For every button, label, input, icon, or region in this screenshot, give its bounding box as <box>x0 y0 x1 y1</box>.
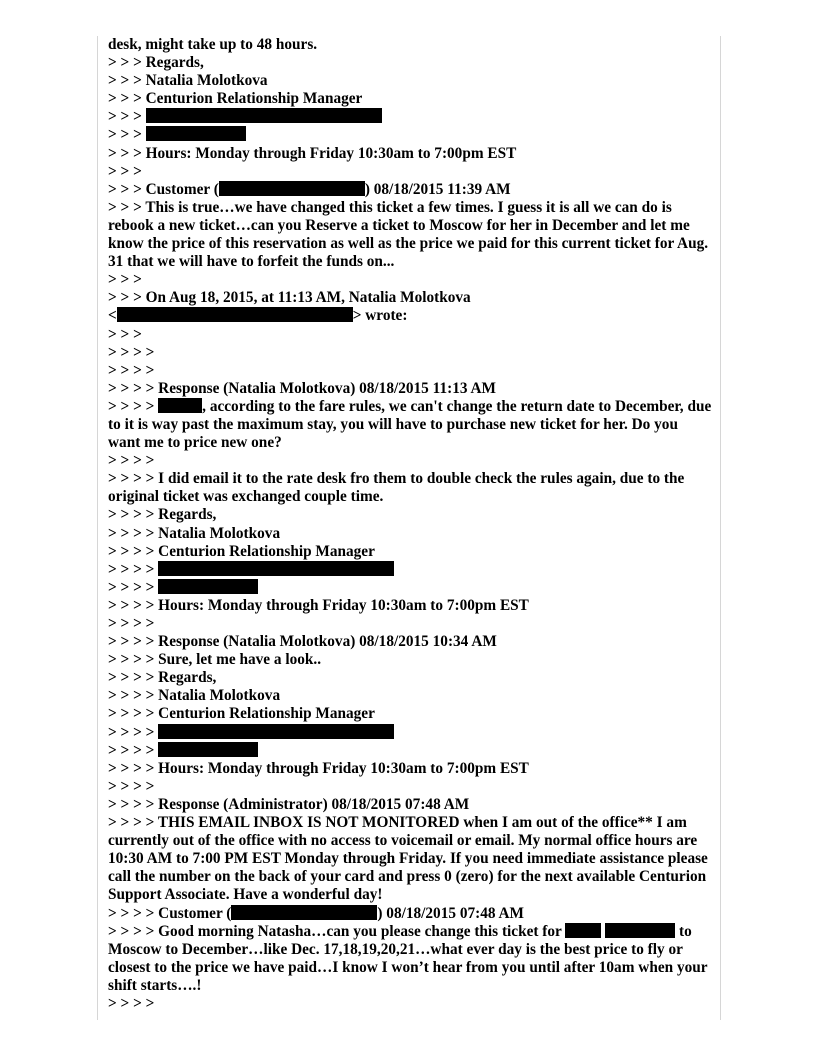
message-paragraph <box>108 923 712 995</box>
text-line: > > > > Hours: Monday through Friday 10:30am to 7:00pm EST <box>108 596 529 614</box>
text-line: > > > <box>108 325 146 343</box>
text-span: < <box>108 307 117 325</box>
response-header: > > > > Response (Natalia Molotkova) 08/18/2015 10:34 AM <box>108 633 497 651</box>
text-line: > > > <box>108 271 146 289</box>
text-line: > > > > Centurion Relationship Manager <box>108 705 375 723</box>
response-header: > > > > Response (Natalia Molotkova) 08/18/2015 11:13 AM <box>108 379 496 397</box>
quote-prefix: > > > <box>108 108 146 126</box>
text-line: > > > > <box>108 343 159 361</box>
redaction-bar <box>158 742 258 757</box>
text-line: > > > Regards, <box>108 54 204 72</box>
text-line: > > > > Sure, let me have a look.. <box>108 651 322 669</box>
text-line: > > > > <box>108 615 159 632</box>
text-line: > > > <box>108 162 146 180</box>
text-line: > > > > Natalia Molotkova <box>108 524 281 542</box>
text-line: > > > Centurion Relationship Manager <box>108 90 363 108</box>
text-span: > wrote: <box>352 307 408 325</box>
redaction-bar <box>219 181 365 196</box>
quote-prefix: > > > > <box>108 560 159 578</box>
quote-prefix: > > > > <box>108 578 159 596</box>
text-span: > > > > Customer ( <box>108 904 232 922</box>
text-line <box>108 561 712 579</box>
message-paragraph: > > > > THIS EMAIL INBOX IS NOT MONITORED when I am out of the office** I am currently out of the office with no access to voicemail or email. My normal office hours are 10:30 AM to 7:00 PM EST Monday through Friday. If you need immediate assistance please call the number on the back of your card and press 0 (zero) for the next available Centurion Support Associate. Have a wonderful day! <box>108 814 708 904</box>
text-line: > > > > Hours: Monday through Friday 10:30am to 7:00pm EST <box>108 759 529 777</box>
email-thread <box>108 36 712 1013</box>
text-line: > > > > Centurion Relationship Manager <box>108 542 375 560</box>
redaction-bar <box>158 579 258 594</box>
redaction-bar <box>158 398 202 413</box>
message-paragraph: > > > This is true…we have changed this ticket a few times. I guess it is all we can do is rebook a new ticket…can you Reserve a ticket to Moscow for her in December and let me know the price of this reservation as well as the price we paid for this current ticket for Aug. 31 that we will have to forfeit the funds on... <box>108 198 709 271</box>
text-span: , according to the fare rules, we can't change the return date to December, due to it is way past the maximum stay, you will have to purchase new ticket for her. Do you want me to price new one? <box>108 397 712 452</box>
text-line <box>108 724 712 742</box>
text-span: > > > Customer ( <box>108 180 219 198</box>
text-line: desk, might take up to 48 hours. <box>108 36 318 53</box>
text-span: to Moscow to December…like Dec. 17,18,19,20,21…what ever day is the best price to fly or closest to the price we have paid…I know I won’t hear from you until after 10am when your shift starts….! <box>108 922 708 994</box>
customer-header <box>108 181 712 199</box>
response-header: > > > > Response (Administrator) 08/18/2015 07:48 AM <box>108 795 470 813</box>
text-span: > > > > Good morning Natasha…can you please change this ticket for <box>108 922 562 940</box>
text-line <box>108 742 712 760</box>
redaction-bar <box>565 923 601 938</box>
text-line <box>108 126 712 144</box>
redaction-bar <box>146 108 382 123</box>
text-line: > > > Natalia Molotkova <box>108 72 268 90</box>
text-line: > > > On Aug 18, 2015, at 11:13 AM, Natalia Molotkova <box>108 289 471 307</box>
message-paragraph <box>108 398 712 452</box>
text-span: > > > > <box>108 397 159 415</box>
text-line: > > > > Regards, <box>108 669 217 687</box>
customer-header <box>108 905 712 923</box>
quote-prefix: > > > > <box>108 741 159 759</box>
text-span: ) 08/18/2015 07:48 AM <box>377 904 524 922</box>
text-line: > > > > <box>108 777 159 795</box>
quote-prefix: > > > <box>108 126 146 144</box>
redaction-bar <box>158 561 394 576</box>
text-line <box>108 108 712 126</box>
text-line: > > > > <box>108 361 159 379</box>
text-line <box>108 579 712 597</box>
text-line: > > > > <box>108 452 159 470</box>
redaction-bar <box>605 923 675 938</box>
text-span: ) 08/18/2015 11:39 AM <box>364 180 511 198</box>
text-line: > > > Hours: Monday through Friday 10:30am to 7:00pm EST <box>108 144 517 162</box>
text-line: > > > > Natalia Molotkova <box>108 687 281 705</box>
quote-prefix: > > > > <box>108 723 159 741</box>
message-paragraph: > > > > I did email it to the rate desk fro them to double check the rules again, due to the original ticket was exchanged couple time. <box>108 470 685 506</box>
text-line <box>108 307 712 325</box>
redaction-bar <box>158 724 394 739</box>
redaction-bar <box>231 905 377 920</box>
redaction-bar <box>146 126 246 141</box>
text-line: > > > > <box>108 994 159 1012</box>
text-line: > > > > Regards, <box>108 506 217 524</box>
redaction-bar <box>117 307 353 322</box>
